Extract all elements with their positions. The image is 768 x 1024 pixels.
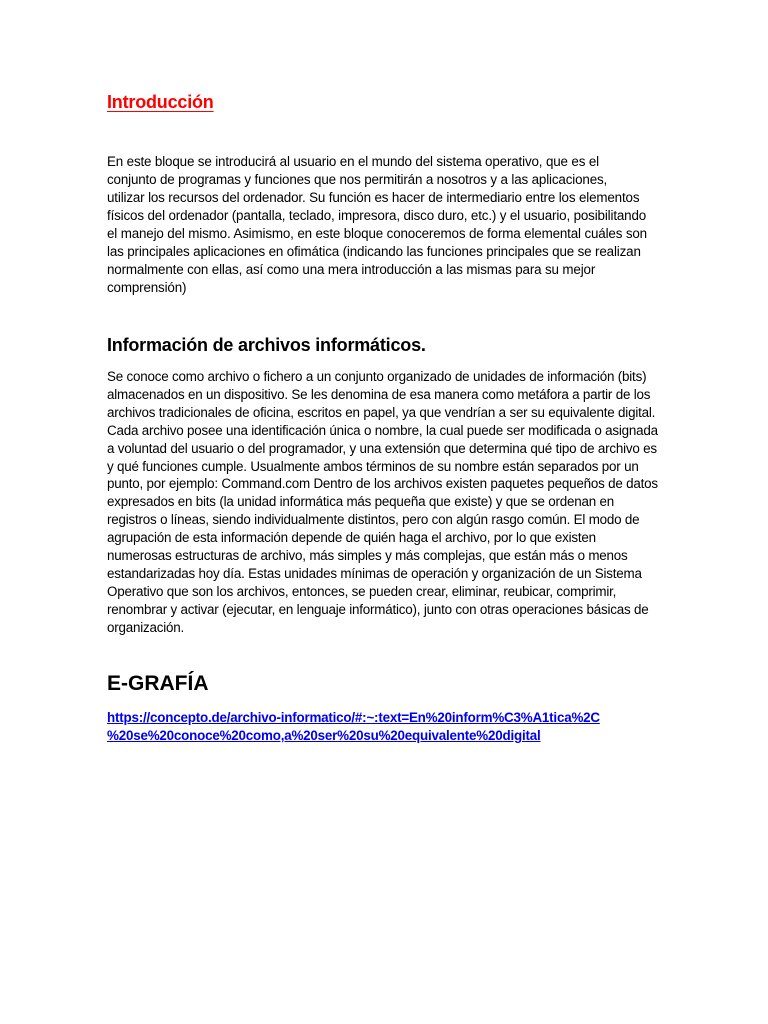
introduction-heading: Introducción — [107, 92, 214, 112]
reference-link-line-2: %20se%20conoce%20como,a%20ser%20su%20equivalente%20digital — [107, 728, 541, 743]
introduction-paragraph: En este bloque se introducirá al usuario en el mundo del sistema operativo, que es el conjunto de programas y funciones que nos permitirán a nosotros y a las aplicaciones, utilizar los recursos del ordenador. Su función es hacer de intermediario entre los elementos físicos del ordenador (pantalla, teclado, impresora, disco duro, etc.) y el usuario, posibilitando el manejo del mismo. Asimismo, en este bloque conoceremos de forma elemental cuáles son las principales aplicaciones en ofimática (indicando las funciones principales que se realizan normalmente con ellas, así como una mera introducción a las mismas para su mejor comprensión) — [107, 154, 647, 295]
reference-link-line-1: https://concepto.de/archivo-informatico/#:~:text=En%20inform%C3%A1tica%2C — [107, 710, 600, 725]
egrafia-heading: E-GRAFÍA — [107, 672, 209, 695]
reference-link[interactable] — [107, 709, 647, 745]
files-section-paragraph: Se conoce como archivo o fichero a un conjunto organizado de unidades de información (bits) almacenados en un dispositivo. Se les denomina de esa manera como metáfora a partir de los archivos tradicionales de oficina, escritos en papel, ya que vendrían a ser su equivalente digital. Cada archivo posee una identificación única o nombre, la cual puede ser modificada o asignada a voluntad del usuario o del programador, y una extensión que determina qué tipo de archivo es y qué funciones cumple. Usualmente ambos términos de su nombre están separados por un punto, por ejemplo: Command.com Dentro de los archivos existen paquetes pequeños de datos expresados en bits (la unidad informática más pequeña que existe) y que se ordenan en registros o líneas, siendo individualmente distintos, pero con algún rasgo común. El modo de agrupación de esta información depende de quién haga el archivo, por lo que existen numerosas estructuras de archivo, más simples y más complejas, que están más o menos estandarizadas hoy día. Estas unidades mínimas de operación y organización de un Sistema Operativo que son los archivos, entonces, se pueden crear, eliminar, reubicar, comprimir, renombrar y activar (ejecutar, en lenguaje informático), junto con otras operaciones básicas de organización. — [107, 369, 658, 635]
files-section-heading: Información de archivos informáticos. — [107, 335, 426, 355]
